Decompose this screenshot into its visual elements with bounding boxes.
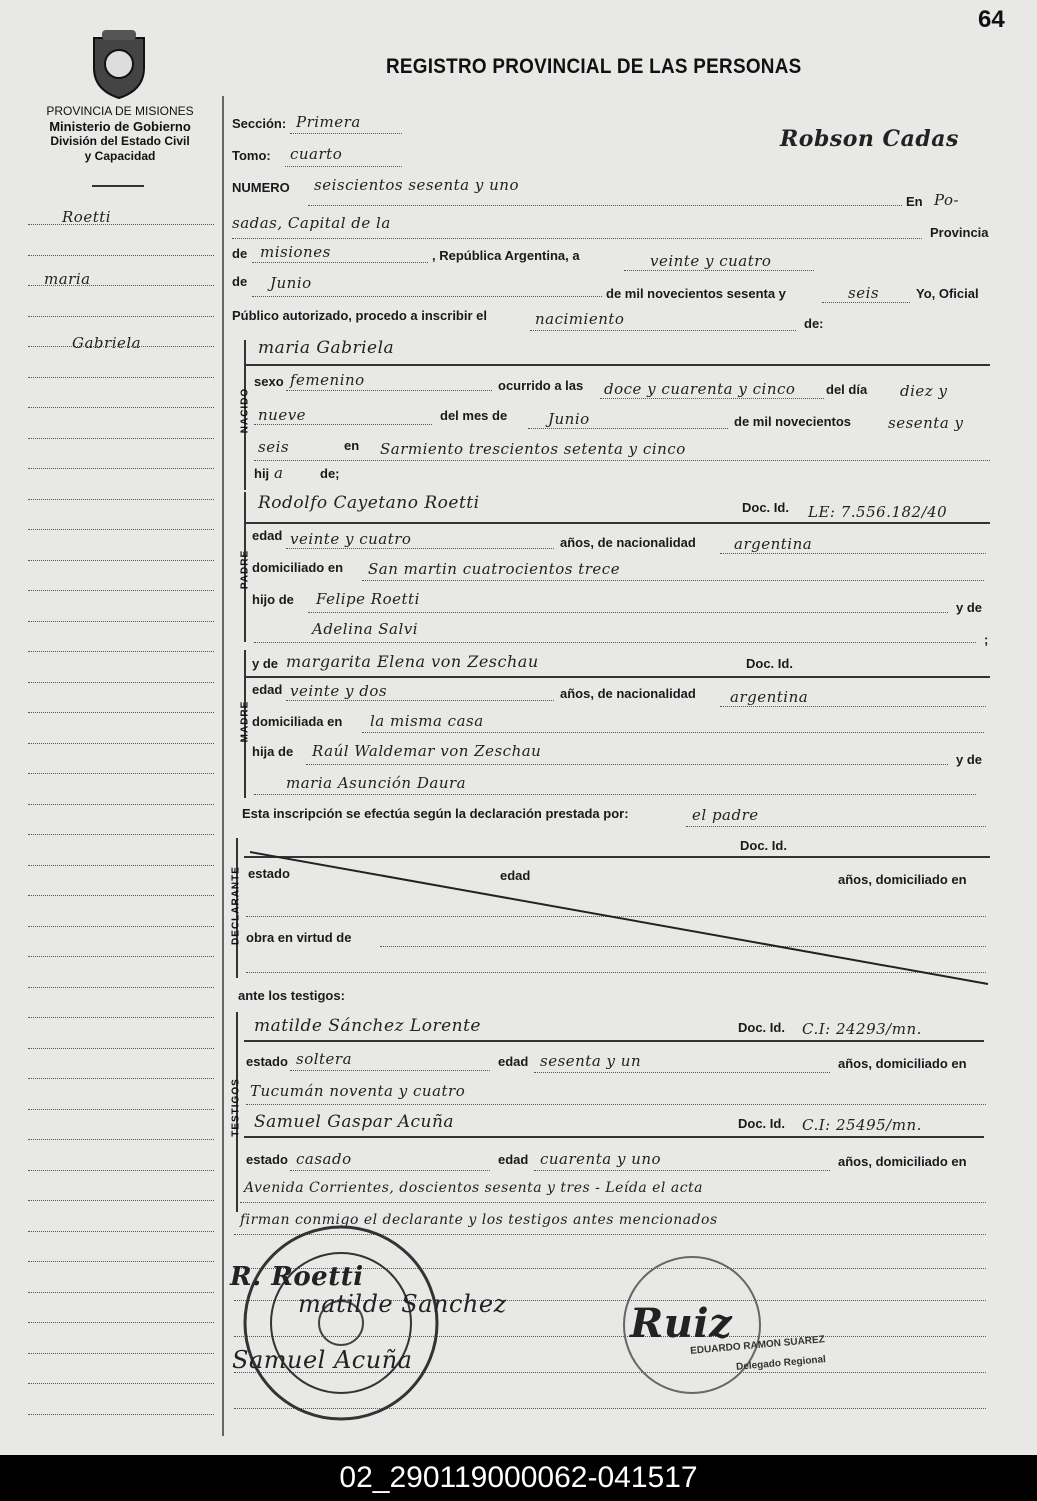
- declarante-label: DECLARANTE: [230, 866, 242, 945]
- madre-dom-label: domiciliada en: [252, 714, 343, 729]
- abuelo-paterno: Felipe Roetti: [316, 590, 420, 608]
- madre-nac-value: argentina: [730, 688, 809, 706]
- testigo2-doc-value: C.I: 25495/mn.: [802, 1116, 922, 1134]
- testigo2-doc-label: Doc. Id.: [738, 1116, 785, 1131]
- margin-ruled-line: [28, 895, 214, 896]
- margin-ruled-line: [28, 1261, 214, 1262]
- margin-ruled-line: [28, 1048, 214, 1049]
- numero-value: seiscientos sesenta y uno: [314, 176, 519, 194]
- abuela-materna: maria Asunción Daura: [286, 774, 467, 792]
- testigo2-underline: [244, 1136, 984, 1138]
- padre-nac-value: argentina: [734, 535, 813, 553]
- provincial-crest-icon: [88, 28, 150, 100]
- padre-yde-label: y de: [956, 600, 983, 615]
- testigo1-doc-value: C.I: 24293/mn.: [802, 1020, 922, 1038]
- margin-ruled-line: [28, 1170, 214, 1171]
- dia-inscripcion: veinte y cuatro: [650, 252, 772, 270]
- provincia-value: misiones: [260, 243, 331, 261]
- testigo1-anos-label: años, domiciliado en: [838, 1056, 967, 1071]
- margin-ruled-line: [28, 560, 214, 561]
- official-title-stamp: Delegado Regional: [735, 1354, 827, 1373]
- registry-seal-icon: [236, 1218, 446, 1428]
- anio-value-2: seis: [258, 438, 290, 456]
- testigo1-dom-value: Tucumán noventa y cuatro: [250, 1082, 466, 1100]
- declarante-value: el padre: [692, 806, 759, 824]
- sexo-label: sexo: [254, 374, 284, 389]
- padre-label: PADRE: [239, 549, 251, 590]
- hij-suffix: a: [274, 464, 284, 482]
- en-label-2: en: [344, 438, 360, 453]
- margin-ruled-line: [28, 377, 214, 378]
- numero-label: NUMERO: [232, 180, 290, 195]
- testigo1-edad-value: sesenta y un: [540, 1052, 642, 1070]
- margin-ruled-line: [28, 1109, 214, 1110]
- margin-ruled-line: [28, 834, 214, 835]
- de-label-2: de: [232, 274, 248, 289]
- seccion-value: Primera: [296, 113, 361, 131]
- madre-nombre: margarita Elena von Zeschau: [286, 652, 539, 671]
- margin-ruled-line: [28, 1139, 214, 1140]
- margin-ruled-line: [28, 1292, 214, 1293]
- madre-doc-label: Doc. Id.: [746, 656, 793, 671]
- republica-label: , República Argentina, a: [432, 248, 580, 263]
- acto-value: nacimiento: [535, 310, 625, 328]
- margin-ruled-line: [28, 1353, 214, 1354]
- del-mes-label: del mes de: [440, 408, 508, 423]
- seccion-label: Sección:: [232, 116, 287, 131]
- margin-ruled-line: [28, 590, 214, 591]
- madre-hija-label: hija de: [252, 744, 294, 759]
- margin-name1: maria: [44, 270, 91, 288]
- padre-nombre: Rodolfo Cayetano Roetti: [258, 493, 480, 513]
- madre-yde-label-2: y de: [956, 752, 983, 767]
- declarante-edad-label: edad: [500, 868, 531, 883]
- en-value: Po-: [934, 191, 960, 209]
- signature-oficial: Ruiz: [630, 1300, 733, 1347]
- margin-ruled-line: [28, 1414, 214, 1415]
- de-mil-label-2: de mil novecientos: [734, 414, 852, 429]
- de-mil-label: de mil novecientos sesenta y: [606, 286, 786, 301]
- anio-value: sesenta y: [888, 414, 964, 432]
- margin-ruled-line: [28, 438, 214, 439]
- margin-ruled-line: [28, 621, 214, 622]
- margin-ruled-line: [28, 316, 214, 317]
- hora-value: doce y cuarenta y cinco: [604, 380, 796, 398]
- padre-edad-label: edad: [252, 528, 283, 543]
- capacity-label: y Capacidad: [84, 149, 156, 163]
- inscripcion-label: Esta inscripción se efectúa según la declaración prestada por:: [242, 806, 629, 821]
- margin-ruled-line: [28, 743, 214, 744]
- nacido-label: NACIDO: [239, 387, 251, 434]
- testigo1-estado-label: estado: [246, 1054, 288, 1069]
- margin-name2: Gabriela: [72, 334, 142, 352]
- margin-surname: Roetti: [62, 208, 112, 226]
- madre-edad-label: edad: [252, 682, 283, 697]
- divider: [92, 185, 144, 187]
- declarante-anos-label: años, domiciliado en: [838, 872, 967, 887]
- publico-label: Público autorizado, procedo a inscribir el: [232, 308, 487, 323]
- margin-ruled-line: [28, 1322, 214, 1323]
- padre-edad-value: veinte y cuatro: [290, 530, 412, 548]
- en-label: En: [906, 194, 923, 209]
- de-label-4: de;: [320, 466, 340, 481]
- padre-hijo-label: hijo de: [252, 592, 294, 607]
- margin-ruled-line: [28, 956, 214, 957]
- margin-ruled-line: [28, 987, 214, 988]
- abuelo-materno: Raúl Waldemar von Zeschau: [312, 742, 542, 760]
- margin-ruled-line: [28, 407, 214, 408]
- madre-yde-label: y de: [252, 656, 279, 671]
- padre-dom-value: San martin cuatrocientos trece: [368, 560, 621, 578]
- margin-ruled-line: [28, 285, 214, 286]
- margin-ruled-line: [28, 1383, 214, 1384]
- testigo2-edad-label: edad: [498, 1152, 529, 1167]
- tomo-value: cuarto: [290, 145, 343, 163]
- margin-ruled-line: [28, 1017, 214, 1018]
- padre-dom-label: domiciliado en: [252, 560, 344, 575]
- signature-testigo2: Samuel Acuña: [232, 1346, 413, 1374]
- padre-underline: [244, 522, 990, 524]
- margin-ruled-line: [28, 224, 214, 225]
- abuela-paterna: Adelina Salvi: [312, 620, 419, 638]
- margin-ruled-line: [28, 346, 214, 347]
- mes-inscripcion: Junio: [270, 274, 312, 292]
- lugar-nacimiento: Sarmiento trescientos setenta y cinco: [380, 440, 686, 458]
- padre-nac-label: años, de nacionalidad: [560, 535, 696, 550]
- testigo2-anos-label: años, domiciliado en: [838, 1154, 967, 1169]
- semicolon: ;: [984, 632, 989, 647]
- margin-ruled-line: [28, 499, 214, 500]
- dia-value: diez y: [900, 382, 948, 400]
- margin-line: [222, 96, 224, 1436]
- madre-label: MADRE: [239, 700, 251, 743]
- province-label: PROVINCIA DE MISIONES: [46, 104, 194, 118]
- testigo2-nombre: Samuel Gaspar Acuña: [254, 1112, 455, 1132]
- anio-inscripcion: seis: [848, 284, 880, 302]
- image-caption: 02_290119000062-041517: [0, 1455, 1037, 1501]
- declarante-estado-label: estado: [248, 866, 290, 881]
- division-label: División del Estado Civil: [50, 134, 190, 148]
- ante-testigos-label: ante los testigos:: [238, 988, 345, 1003]
- margin-ruled-line: [28, 1231, 214, 1232]
- testigo1-estado-value: soltera: [296, 1050, 353, 1068]
- testigo1-edad-label: edad: [498, 1054, 529, 1069]
- margin-ruled-line: [28, 529, 214, 530]
- nombre-nacido: maria Gabriela: [258, 338, 395, 358]
- declarante-strikethrough: [250, 850, 990, 990]
- testigo1-doc-label: Doc. Id.: [738, 1020, 785, 1035]
- margin-ruled-line: [28, 712, 214, 713]
- margin-ruled-line: [28, 804, 214, 805]
- margin-ruled-line: [28, 926, 214, 927]
- margin-ruled-line: [28, 773, 214, 774]
- official-signature-top: Robson Cadas: [780, 126, 959, 152]
- margin-ruled-line: [28, 255, 214, 256]
- signature-declarante: R. Roetti: [230, 1262, 364, 1292]
- provincia-label: Provincia: [930, 225, 989, 240]
- madre-dom-value: la misma casa: [370, 712, 484, 730]
- margin-ruled-line: [28, 1078, 214, 1079]
- declarante-doc-label: Doc. Id.: [740, 838, 787, 853]
- signature-testigo1: matilde Sanchez: [298, 1290, 507, 1318]
- lugar-value: sadas, Capital de la: [232, 214, 391, 232]
- testigos-label: TESTIGOS: [230, 1078, 242, 1137]
- madre-edad-value: veinte y dos: [290, 682, 388, 700]
- testigo2-dom-value: Avenida Corrientes, doscientos sesenta y tres - Leída el acta: [244, 1180, 704, 1196]
- ministry-label: Ministerio de Gobierno: [49, 119, 191, 134]
- madre-nac-label: años, de nacionalidad: [560, 686, 696, 701]
- yo-oficial-label: Yo, Oficial: [916, 286, 979, 301]
- nacido-underline: [244, 364, 990, 366]
- del-dia-label: del día: [826, 382, 868, 397]
- dia-value-2: nueve: [258, 406, 307, 424]
- obra-label: obra en virtud de: [246, 930, 352, 945]
- testigo2-estado-value: casado: [296, 1150, 352, 1168]
- document-title: REGISTRO PROVINCIAL DE LAS PERSONAS: [386, 55, 802, 78]
- testigo2-edad-value: cuarenta y uno: [540, 1150, 662, 1168]
- padre-doc-label: Doc. Id.: [742, 500, 789, 515]
- sexo-value: femenino: [290, 371, 365, 389]
- cierre-acta: firman conmigo el declarante y los testigos antes mencionados: [240, 1212, 718, 1228]
- mes-value: Junio: [548, 410, 590, 428]
- madre-underline: [244, 676, 990, 678]
- margin-ruled-line: [28, 651, 214, 652]
- de-label: de: [232, 246, 248, 261]
- padre-doc-value: LE: 7.556.182/40: [808, 503, 948, 521]
- testigo1-nombre: matilde Sánchez Lorente: [254, 1016, 481, 1036]
- ocurrido-label: ocurrido a las: [498, 378, 584, 393]
- margin-ruled-line: [28, 1200, 214, 1201]
- hij-label: hij: [254, 466, 270, 481]
- page-number: 64: [978, 6, 1005, 33]
- testigo2-estado-label: estado: [246, 1152, 288, 1167]
- testigo1-underline: [244, 1040, 984, 1042]
- margin-ruled-line: [28, 865, 214, 866]
- official-name-stamp: EDUARDO RAMON SUAREZ: [689, 1334, 826, 1357]
- tomo-label: Tomo:: [232, 148, 271, 163]
- margin-ruled-line: [28, 468, 214, 469]
- margin-ruled-line: [28, 682, 214, 683]
- de-label-3: de:: [804, 316, 824, 331]
